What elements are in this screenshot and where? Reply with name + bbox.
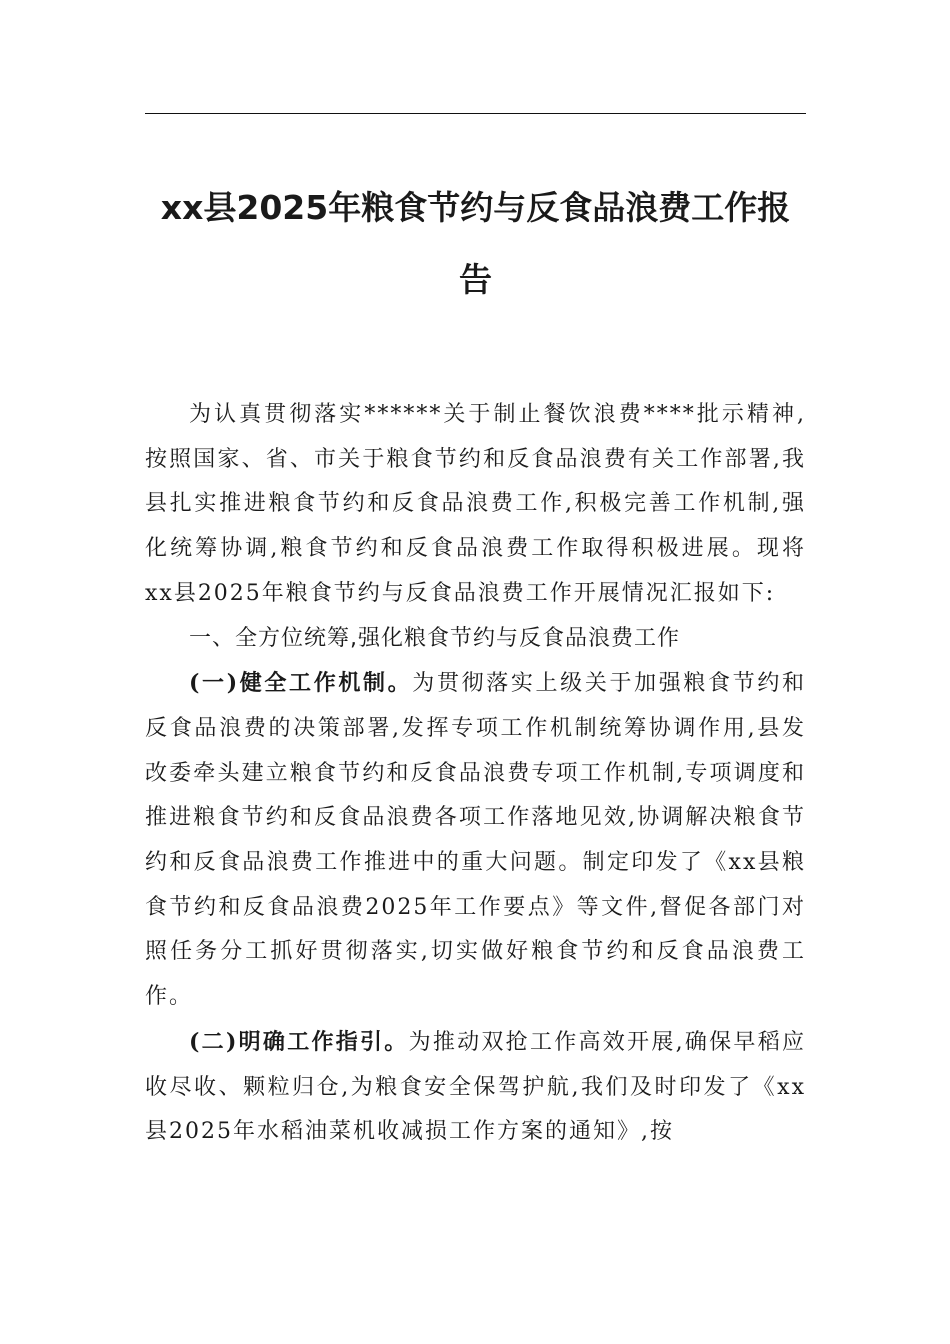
item-1-lead: (一)健全工作机制。 bbox=[189, 670, 413, 697]
item-2-lead: (二)明确工作指引。 bbox=[189, 1028, 409, 1055]
document-title: xx县2025年粮食节约与反食品浪费工作报告 bbox=[160, 188, 791, 299]
document-body bbox=[145, 393, 806, 1155]
item-paragraph-2 bbox=[145, 1020, 806, 1155]
intro-paragraph: 为认真贯彻落实******关于制止餐饮浪费****批示精神,按照国家、省、市关于粮食节约和反食品浪费有关工作部署,我县扎实推进粮食节约和反食品浪费工作,积极完善工作机制,强化统筹协调,粮食节约和反食品浪费工作取得积极进展。现将xx县2025年粮食节约与反食品浪费工作开展情况汇报如下: bbox=[145, 402, 806, 606]
header-rule bbox=[145, 113, 806, 114]
section-heading-1: 一、全方位统筹,强化粮食节约与反食品浪费工作 bbox=[189, 625, 680, 651]
item-paragraph-1 bbox=[145, 661, 806, 1020]
item-1-text: 为贯彻落实上级关于加强粮食节约和反食品浪费的决策部署,发挥专项工作机制统筹协调作用,县发改委牵头建立粮食节约和反食品浪费专项工作机制,专项调度和推进粮食节约和反食品浪费各项工作落地见效,协调解决粮食节约和反食品浪费工作推进中的重大问题。制定印发了《xx县粮食节约和反食品浪费2025年工作要点》等文件,督促各部门对照任务分工抓好贯彻落实,切实做好粮食节约和反食品浪费工作。 bbox=[145, 671, 806, 1010]
item-2-text: 为推动双抢工作高效开展,确保早稻应收尽收、颗粒归仓,为粮食安全保驾护航,我们及时印发了《xx县2025年水稻油菜机收减损工作方案的通知》,按 bbox=[145, 1029, 806, 1145]
